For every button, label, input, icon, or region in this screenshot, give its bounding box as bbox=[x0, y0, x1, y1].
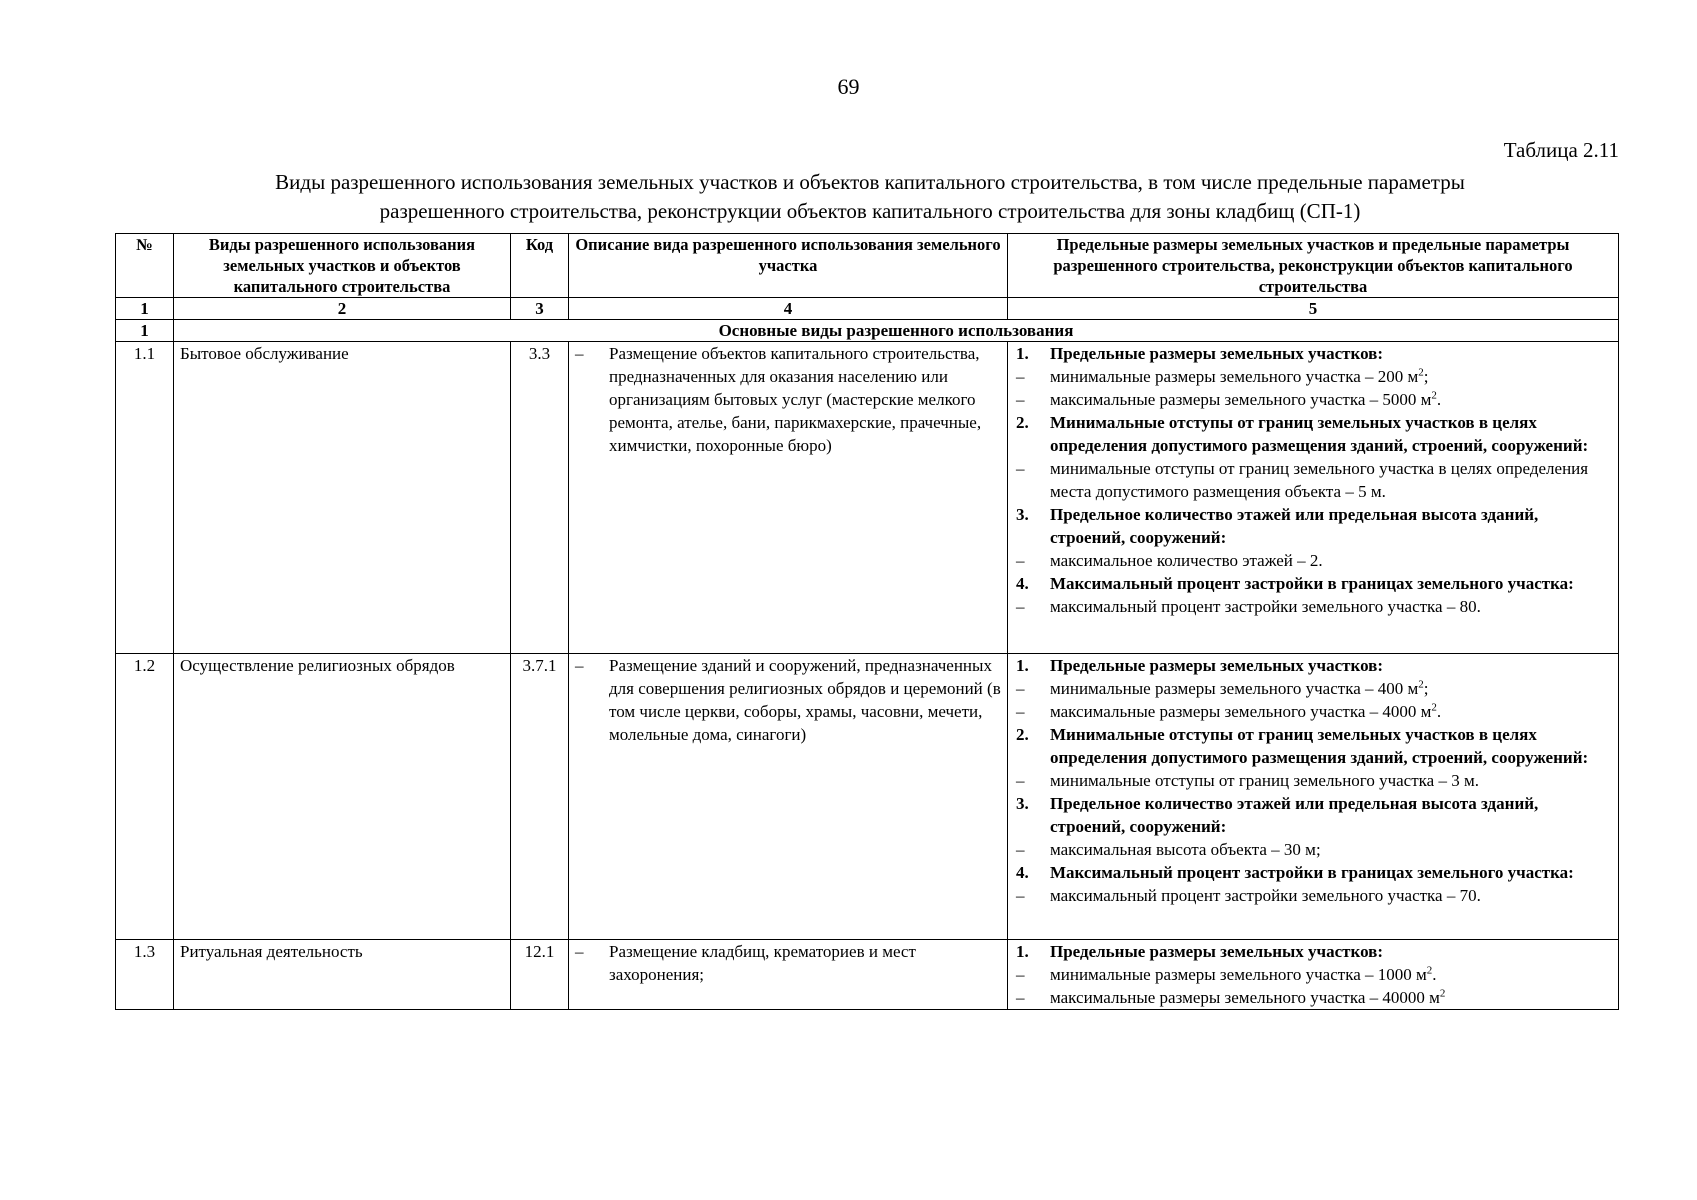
row-description bbox=[569, 654, 1008, 940]
dash-marker: – bbox=[1016, 679, 1025, 698]
parameter-item bbox=[1014, 963, 1612, 986]
parameter-main-text: минимальные отступы от границ земельного участка в целях определения места допустимого размещения объекта – 5 м. bbox=[1050, 459, 1589, 501]
list-number: 1. bbox=[1016, 344, 1029, 363]
parameter-item bbox=[1014, 769, 1612, 792]
parameter-main-text: максимальный процент застройки земельного участка – 70. bbox=[1050, 886, 1481, 905]
parameter-main-text: Предельные размеры земельных участков: bbox=[1050, 942, 1384, 961]
parameter-heading bbox=[1014, 411, 1612, 457]
row-parameters bbox=[1008, 342, 1619, 654]
unit-superscript: 2 bbox=[1418, 366, 1424, 379]
parameter-item bbox=[1014, 595, 1612, 618]
section-title: Основные виды разрешенного использования bbox=[174, 320, 1619, 342]
parameter-text bbox=[1050, 388, 1441, 411]
table-row bbox=[116, 940, 1619, 1010]
list-number: 3. bbox=[1016, 794, 1029, 813]
parameter-text bbox=[1050, 365, 1429, 388]
parameter-suffix: . bbox=[1436, 702, 1442, 721]
dash-marker: – bbox=[1016, 597, 1025, 616]
dash-marker: – bbox=[1016, 459, 1025, 478]
row-code: 3.7.1 bbox=[511, 654, 569, 940]
dash-marker: – bbox=[1016, 702, 1025, 721]
parameter-text bbox=[1050, 503, 1612, 549]
parameter-heading bbox=[1014, 503, 1612, 549]
dash-marker: – bbox=[575, 656, 584, 675]
parameter-heading bbox=[1014, 792, 1612, 838]
parameter-text bbox=[1050, 457, 1612, 503]
dash-marker: – bbox=[1016, 840, 1025, 859]
parameter-text bbox=[1050, 677, 1429, 700]
parameter-text bbox=[1050, 549, 1323, 572]
parameter-main-text: максимальные размеры земельного участка – 5000 м bbox=[1050, 390, 1432, 409]
table-title-line-2: разрешенного строительства, реконструкции объектов капитального строительства для зоны кладбищ (СП-1) bbox=[379, 199, 1361, 223]
column-number: 3 bbox=[511, 298, 569, 320]
description-item bbox=[575, 940, 1001, 986]
parameter-main-text: максимальные размеры земельного участка – 40000 м bbox=[1050, 988, 1440, 1007]
parameter-heading bbox=[1014, 861, 1612, 884]
parameter-main-text: минимальные размеры земельного участка – 1000 м bbox=[1050, 965, 1427, 984]
header-code: Код bbox=[511, 234, 569, 298]
dash-marker: – bbox=[1016, 886, 1025, 905]
parameter-main-text: Максимальный процент застройки в границах земельного участка: bbox=[1050, 574, 1574, 593]
description-item bbox=[575, 342, 1001, 457]
regulations-table bbox=[115, 233, 1619, 1010]
column-number-row bbox=[116, 298, 1619, 320]
column-number: 1 bbox=[116, 298, 174, 320]
parameter-item bbox=[1014, 365, 1612, 388]
parameter-main-text: максимальная высота объекта – 30 м; bbox=[1050, 840, 1321, 859]
dash-marker: – bbox=[1016, 965, 1025, 984]
parameter-text bbox=[1050, 986, 1445, 1009]
table-row bbox=[116, 342, 1619, 654]
parameter-text bbox=[1050, 654, 1383, 677]
parameter-item bbox=[1014, 388, 1612, 411]
parameter-main-text: Предельное количество этажей или предельная высота зданий, строений, сооружений: bbox=[1050, 505, 1539, 547]
table-title bbox=[115, 168, 1625, 226]
row-use-type: Ритуальная деятельность bbox=[174, 940, 511, 1010]
list-number: 1. bbox=[1016, 656, 1029, 675]
section-row bbox=[116, 320, 1619, 342]
parameter-text bbox=[1050, 595, 1481, 618]
list-number: 4. bbox=[1016, 863, 1029, 882]
parameter-suffix: ; bbox=[1423, 679, 1429, 698]
dash-marker: – bbox=[1016, 367, 1025, 386]
page-number: 69 bbox=[837, 74, 860, 99]
parameter-text bbox=[1050, 884, 1481, 907]
description-text: Размещение объектов капитального строительства, предназначенных для оказания населению или организациям бытовых услуг (мастерские мелкого ремонта, ателье, бани, парикмахерские, прачечные, химчистки, похоронные бюро) bbox=[609, 344, 982, 455]
parameter-heading bbox=[1014, 940, 1612, 963]
parameter-heading bbox=[1014, 723, 1612, 769]
parameter-main-text: Максимальный процент застройки в границах земельного участка: bbox=[1050, 863, 1574, 882]
table-header-row bbox=[116, 234, 1619, 298]
parameter-text bbox=[1050, 342, 1383, 365]
unit-superscript: 2 bbox=[1431, 701, 1437, 714]
dash-marker: – bbox=[575, 942, 584, 961]
row-parameters bbox=[1008, 654, 1619, 940]
parameter-text bbox=[1050, 940, 1383, 963]
parameter-text bbox=[1050, 838, 1321, 861]
unit-superscript: 2 bbox=[1418, 678, 1424, 691]
description-text: Размещение зданий и сооружений, предназначенных для совершения религиозных обрядов и церемоний (в том числе церкви, соборы, храмы, часовни, мечети, молельные дома, синагоги) bbox=[609, 656, 1001, 744]
parameter-main-text: Предельное количество этажей или предельная высота зданий, строений, сооружений: bbox=[1050, 794, 1539, 836]
unit-superscript: 2 bbox=[1426, 964, 1433, 977]
row-code: 3.3 bbox=[511, 342, 569, 654]
header-use-type: Виды разрешенного использования земельных участков и объектов капитального строительства bbox=[174, 234, 511, 298]
parameter-main-text: максимальные размеры земельного участка – 4000 м bbox=[1050, 702, 1432, 721]
parameter-heading bbox=[1014, 572, 1612, 595]
header-parameters: Предельные размеры земельных участков и предельные параметры разрешенного строительства, реконструкции объектов капитального строительства bbox=[1008, 234, 1619, 298]
unit-superscript: 2 bbox=[1431, 389, 1437, 402]
table-label: Таблица 2.11 bbox=[1503, 138, 1619, 162]
parameter-main-text: Минимальные отступы от границ земельных участков в целях определения допустимого размещения зданий, строений, сооружений: bbox=[1050, 725, 1589, 767]
row-use-type: Осуществление религиозных обрядов bbox=[174, 654, 511, 940]
unit-superscript: 2 bbox=[1439, 987, 1446, 1000]
parameter-text bbox=[1050, 963, 1437, 986]
row-description bbox=[569, 940, 1008, 1010]
row-parameters bbox=[1008, 940, 1619, 1010]
parameter-item bbox=[1014, 457, 1612, 503]
parameter-text bbox=[1050, 723, 1612, 769]
dash-marker: – bbox=[575, 344, 584, 363]
parameter-item bbox=[1014, 838, 1612, 861]
parameter-main-text: Предельные размеры земельных участков: bbox=[1050, 656, 1384, 675]
row-code: 12.1 bbox=[511, 940, 569, 1010]
parameter-heading bbox=[1014, 654, 1612, 677]
row-number: 1.3 bbox=[116, 940, 174, 1010]
description-item bbox=[575, 654, 1001, 746]
parameter-main-text: максимальный процент застройки земельного участка – 80. bbox=[1050, 597, 1481, 616]
dash-marker: – bbox=[1016, 988, 1025, 1007]
dash-marker: – bbox=[1016, 390, 1025, 409]
list-number: 4. bbox=[1016, 574, 1029, 593]
row-number: 1.2 bbox=[116, 654, 174, 940]
description-text: Размещение кладбищ, крематориев и мест захоронения; bbox=[609, 942, 916, 984]
parameter-main-text: Предельные размеры земельных участков: bbox=[1050, 344, 1384, 363]
parameter-item bbox=[1014, 884, 1612, 907]
dash-marker: – bbox=[1016, 771, 1025, 790]
parameter-item bbox=[1014, 700, 1612, 723]
list-number: 1. bbox=[1016, 942, 1029, 961]
parameter-suffix: . bbox=[1436, 390, 1442, 409]
parameter-text bbox=[1050, 411, 1612, 457]
parameter-text bbox=[1050, 861, 1574, 884]
parameter-text bbox=[1050, 572, 1574, 595]
header-number: № bbox=[116, 234, 174, 298]
parameter-item bbox=[1014, 986, 1612, 1009]
parameter-text bbox=[1050, 792, 1612, 838]
parameter-item bbox=[1014, 677, 1612, 700]
parameter-heading bbox=[1014, 342, 1612, 365]
header-description: Описание вида разрешенного использования земельного участка bbox=[569, 234, 1008, 298]
dash-marker: – bbox=[1016, 551, 1025, 570]
section-number: 1 bbox=[116, 320, 174, 342]
parameter-main-text: максимальное количество этажей – 2. bbox=[1050, 551, 1323, 570]
parameter-main-text: минимальные отступы от границ земельного участка – 3 м. bbox=[1050, 771, 1479, 790]
parameter-item bbox=[1014, 549, 1612, 572]
row-description bbox=[569, 342, 1008, 654]
parameter-main-text: минимальные размеры земельного участка – 200 м bbox=[1050, 367, 1419, 386]
column-number: 4 bbox=[569, 298, 1008, 320]
table-row bbox=[116, 654, 1619, 940]
table-title-line-1: Виды разрешенного использования земельных участков и объектов капитального строительства, в том числе предельные параметры bbox=[275, 170, 1465, 194]
column-number: 2 bbox=[174, 298, 511, 320]
list-number: 3. bbox=[1016, 505, 1029, 524]
row-number: 1.1 bbox=[116, 342, 174, 654]
row-use-type: Бытовое обслуживание bbox=[174, 342, 511, 654]
column-number: 5 bbox=[1008, 298, 1619, 320]
parameter-suffix: ; bbox=[1423, 367, 1429, 386]
parameter-text bbox=[1050, 700, 1441, 723]
parameter-main-text: Минимальные отступы от границ земельных участков в целях определения допустимого размещения зданий, строений, сооружений: bbox=[1050, 413, 1589, 455]
parameter-main-text: минимальные размеры земельного участка – 400 м bbox=[1050, 679, 1419, 698]
list-number: 2. bbox=[1016, 725, 1029, 744]
parameter-suffix: . bbox=[1432, 965, 1437, 984]
list-number: 2. bbox=[1016, 413, 1029, 432]
parameter-text bbox=[1050, 769, 1479, 792]
